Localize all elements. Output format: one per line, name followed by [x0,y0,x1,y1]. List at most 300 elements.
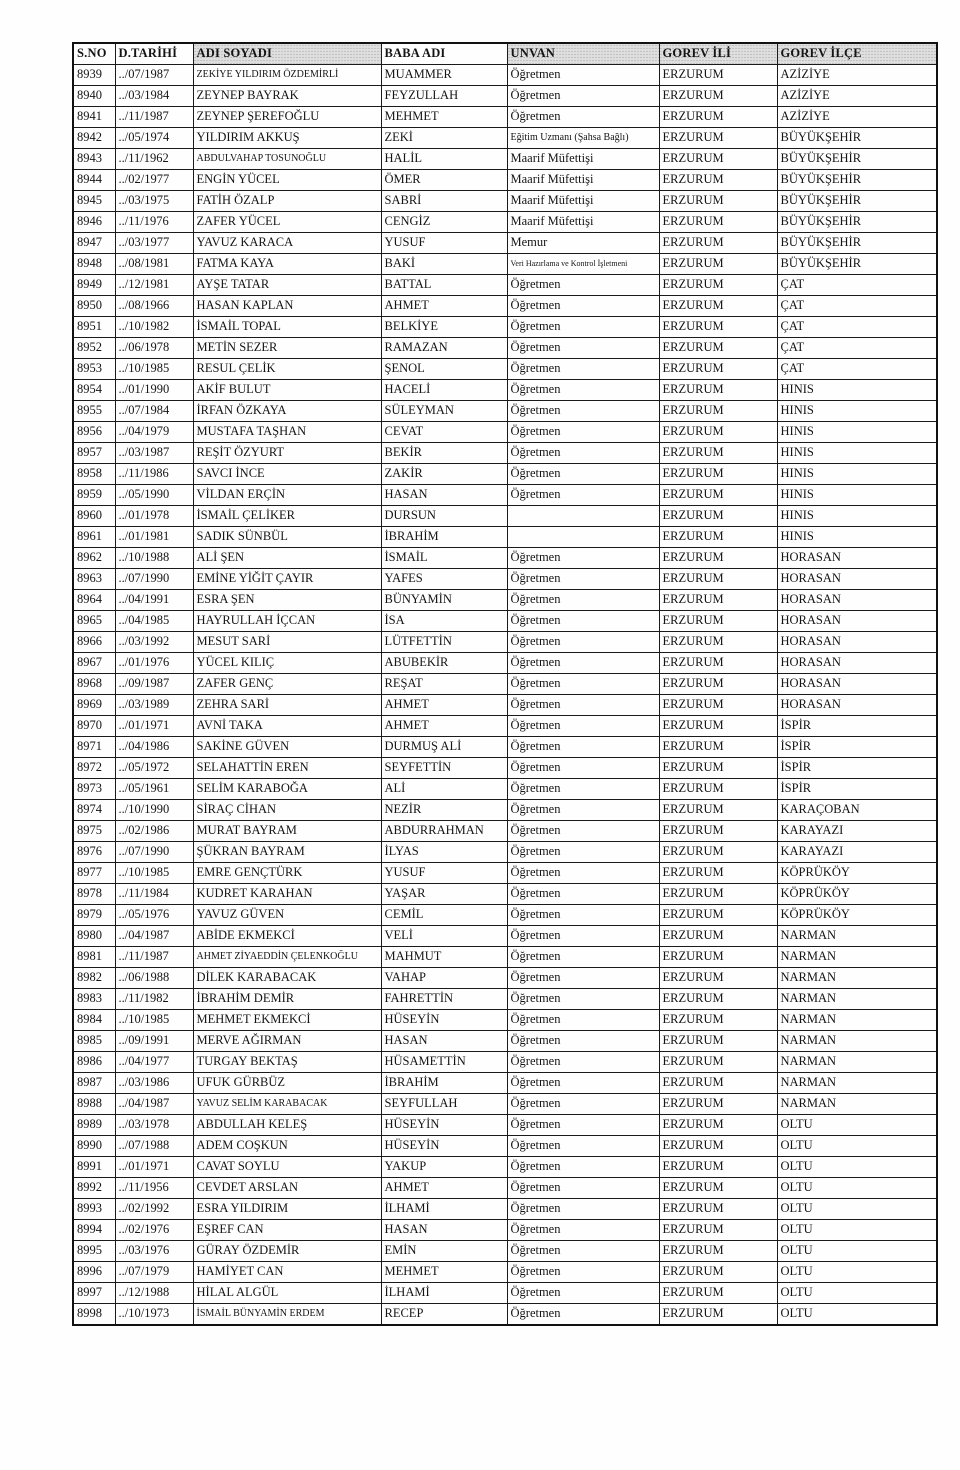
cell-baba-adi: BAKİ [381,254,507,275]
cell-sno: 8983 [73,989,115,1010]
cell-gorev-ilce: İSPİR [777,737,937,758]
cell-gorev-ili: ERZURUM [659,1220,777,1241]
cell-gorev-ilce: HORASAN [777,548,937,569]
cell-adi-soyadi: EMİNE YİĞİT ÇAYIR [193,569,381,590]
cell-dtarihi: ../01/1981 [115,527,193,548]
cell-adi-soyadi: YAVUZ SELİM KARABACAK [193,1094,381,1115]
cell-sno: 8988 [73,1094,115,1115]
cell-gorev-ili: ERZURUM [659,779,777,800]
cell-adi-soyadi: ABDULLAH KELEŞ [193,1115,381,1136]
cell-adi-soyadi: İRFAN ÖZKAYA [193,401,381,422]
cell-dtarihi: ../08/1966 [115,296,193,317]
table-row [73,485,937,506]
cell-gorev-ili: ERZURUM [659,170,777,191]
table-row [73,1094,937,1115]
cell-adi-soyadi: TURGAY BEKTAŞ [193,1052,381,1073]
cell-baba-adi: AHMET [381,716,507,737]
cell-dtarihi: ../10/1985 [115,359,193,380]
cell-baba-adi: İBRAHİM [381,1073,507,1094]
cell-adi-soyadi: MEHMET EKMEKCİ [193,1010,381,1031]
table-row [73,968,937,989]
table-row [73,443,937,464]
cell-sno: 8986 [73,1052,115,1073]
cell-gorev-ilce: HINIS [777,380,937,401]
cell-adi-soyadi: ZAFER GENÇ [193,674,381,695]
cell-adi-soyadi: ZEKİYE YILDIRIM ÖZDEMİRLİ [193,65,381,86]
cell-sno: 8940 [73,86,115,107]
cell-adi-soyadi: SELİM KARABOĞA [193,779,381,800]
cell-sno: 8959 [73,485,115,506]
cell-adi-soyadi: EMRE GENÇTÜRK [193,863,381,884]
cell-dtarihi: ../02/1976 [115,1220,193,1241]
cell-gorev-ili: ERZURUM [659,296,777,317]
cell-unvan: Öğretmen [507,1220,659,1241]
cell-dtarihi: ../07/1984 [115,401,193,422]
cell-baba-adi: DURMUŞ ALİ [381,737,507,758]
table-row [73,359,937,380]
cell-unvan: Öğretmen [507,1304,659,1326]
cell-gorev-ilce: NARMAN [777,989,937,1010]
cell-sno: 8990 [73,1136,115,1157]
table-row [73,905,937,926]
cell-gorev-ili: ERZURUM [659,653,777,674]
cell-dtarihi: ../01/1971 [115,716,193,737]
table-row [73,149,937,170]
table-row [73,296,937,317]
cell-baba-adi: ŞENOL [381,359,507,380]
cell-baba-adi: İSMAİL [381,548,507,569]
cell-gorev-ili: ERZURUM [659,611,777,632]
table-row [73,1115,937,1136]
cell-sno: 8953 [73,359,115,380]
cell-adi-soyadi: ABDULVAHAP TOSUNOĞLU [193,149,381,170]
cell-baba-adi: SABRİ [381,191,507,212]
cell-gorev-ili: ERZURUM [659,548,777,569]
cell-baba-adi: REŞAT [381,674,507,695]
cell-unvan: Öğretmen [507,1136,659,1157]
cell-baba-adi: SEYFULLAH [381,1094,507,1115]
cell-adi-soyadi: RESUL ÇELİK [193,359,381,380]
personnel-table [72,42,938,1326]
cell-gorev-ili: ERZURUM [659,380,777,401]
cell-sno: 8969 [73,695,115,716]
cell-dtarihi: ../10/1973 [115,1304,193,1326]
cell-baba-adi: CENGİZ [381,212,507,233]
cell-unvan: Maarif Müfettişi [507,170,659,191]
cell-sno: 8956 [73,422,115,443]
cell-dtarihi: ../03/1984 [115,86,193,107]
cell-gorev-ili: ERZURUM [659,695,777,716]
cell-sno: 8985 [73,1031,115,1052]
cell-baba-adi: BELKİYE [381,317,507,338]
cell-adi-soyadi: İSMAİL ÇELİKER [193,506,381,527]
cell-adi-soyadi: ENGİN YÜCEL [193,170,381,191]
cell-sno: 8973 [73,779,115,800]
cell-sno: 8939 [73,65,115,86]
cell-unvan: Öğretmen [507,884,659,905]
cell-gorev-ili: ERZURUM [659,926,777,947]
cell-sno: 8947 [73,233,115,254]
cell-baba-adi: FAHRETTİN [381,989,507,1010]
cell-baba-adi: MEHMET [381,1262,507,1283]
cell-dtarihi: ../01/1990 [115,380,193,401]
table-row [73,1157,937,1178]
cell-gorev-ilce: HINIS [777,527,937,548]
cell-dtarihi: ../08/1981 [115,254,193,275]
cell-adi-soyadi: VİLDAN ERÇİN [193,485,381,506]
table-row [73,1178,937,1199]
table-row [73,1241,937,1262]
cell-gorev-ili: ERZURUM [659,527,777,548]
cell-baba-adi: AHMET [381,695,507,716]
cell-sno: 8949 [73,275,115,296]
cell-sno: 8950 [73,296,115,317]
cell-gorev-ilce: KÖPRÜKÖY [777,884,937,905]
cell-adi-soyadi: İBRAHİM DEMİR [193,989,381,1010]
cell-baba-adi: HACELİ [381,380,507,401]
cell-sno: 8960 [73,506,115,527]
cell-gorev-ilce: OLTU [777,1304,937,1326]
cell-adi-soyadi: ZEHRA SARİ [193,695,381,716]
cell-baba-adi: SÜLEYMAN [381,401,507,422]
cell-adi-soyadi: DİLEK KARABACAK [193,968,381,989]
cell-gorev-ilce: BÜYÜKŞEHİR [777,149,937,170]
table-row [73,821,937,842]
cell-gorev-ili: ERZURUM [659,1199,777,1220]
cell-gorev-ili: ERZURUM [659,86,777,107]
cell-dtarihi: ../11/1986 [115,464,193,485]
cell-baba-adi: AHMET [381,1178,507,1199]
cell-gorev-ilce: OLTU [777,1262,937,1283]
cell-gorev-ilce: AZİZİYE [777,65,937,86]
cell-gorev-ili: ERZURUM [659,65,777,86]
cell-gorev-ili: ERZURUM [659,212,777,233]
cell-gorev-ilce: HORASAN [777,632,937,653]
cell-adi-soyadi: SİRAÇ CİHAN [193,800,381,821]
cell-gorev-ili: ERZURUM [659,128,777,149]
table-row [73,338,937,359]
cell-baba-adi: HASAN [381,485,507,506]
cell-baba-adi: AHMET [381,296,507,317]
cell-gorev-ili: ERZURUM [659,674,777,695]
cell-gorev-ilce: KARAÇOBAN [777,800,937,821]
cell-gorev-ilce: OLTU [777,1283,937,1304]
cell-unvan: Öğretmen [507,1199,659,1220]
cell-baba-adi: SEYFETTİN [381,758,507,779]
cell-unvan: Öğretmen [507,632,659,653]
cell-unvan: Öğretmen [507,317,659,338]
cell-baba-adi: FEYZULLAH [381,86,507,107]
cell-unvan: Öğretmen [507,86,659,107]
table-row [73,1262,937,1283]
table-row [73,569,937,590]
cell-gorev-ilce: NARMAN [777,1031,937,1052]
table-row [73,590,937,611]
cell-gorev-ili: ERZURUM [659,1304,777,1326]
cell-adi-soyadi: İSMAİL TOPAL [193,317,381,338]
cell-unvan: Öğretmen [507,1241,659,1262]
cell-unvan: Öğretmen [507,863,659,884]
cell-unvan: Öğretmen [507,485,659,506]
cell-gorev-ilce: NARMAN [777,1073,937,1094]
column-header-dtarihi: D.TARİHİ [115,43,193,65]
table-row [73,632,937,653]
cell-gorev-ili: ERZURUM [659,1262,777,1283]
cell-sno: 8984 [73,1010,115,1031]
cell-gorev-ilce: HINIS [777,443,937,464]
cell-unvan: Öğretmen [507,1178,659,1199]
cell-gorev-ilce: BÜYÜKŞEHİR [777,212,937,233]
cell-sno: 8996 [73,1262,115,1283]
cell-unvan: Öğretmen [507,275,659,296]
cell-gorev-ili: ERZURUM [659,989,777,1010]
cell-adi-soyadi: SELAHATTİN EREN [193,758,381,779]
cell-dtarihi: ../05/1976 [115,905,193,926]
cell-dtarihi: ../09/1991 [115,1031,193,1052]
cell-dtarihi: ../06/1988 [115,968,193,989]
cell-gorev-ilce: OLTU [777,1220,937,1241]
cell-dtarihi: ../04/1979 [115,422,193,443]
cell-adi-soyadi: İSMAİL BÜNYAMİN ERDEM [193,1304,381,1326]
cell-baba-adi: BATTAL [381,275,507,296]
cell-gorev-ili: ERZURUM [659,1010,777,1031]
cell-gorev-ili: ERZURUM [659,1115,777,1136]
cell-sno: 8948 [73,254,115,275]
cell-adi-soyadi: ZEYNEP BAYRAK [193,86,381,107]
cell-gorev-ili: ERZURUM [659,1157,777,1178]
cell-gorev-ili: ERZURUM [659,149,777,170]
cell-sno: 8976 [73,842,115,863]
cell-adi-soyadi: ABİDE EKMEKCİ [193,926,381,947]
cell-baba-adi: ZEKİ [381,128,507,149]
cell-sno: 8967 [73,653,115,674]
cell-dtarihi: ../04/1987 [115,926,193,947]
cell-baba-adi: MUAMMER [381,65,507,86]
cell-adi-soyadi: MURAT BAYRAM [193,821,381,842]
cell-sno: 8978 [73,884,115,905]
cell-adi-soyadi: ŞÜKRAN BAYRAM [193,842,381,863]
cell-gorev-ilce: HINIS [777,506,937,527]
cell-adi-soyadi: YÜCEL KILIÇ [193,653,381,674]
cell-baba-adi: HÜSAMETTİN [381,1052,507,1073]
cell-sno: 8979 [73,905,115,926]
cell-baba-adi: ABDURRAHMAN [381,821,507,842]
cell-unvan: Öğretmen [507,842,659,863]
cell-gorev-ili: ERZURUM [659,317,777,338]
cell-gorev-ilce: BÜYÜKŞEHİR [777,254,937,275]
cell-adi-soyadi: SAKİNE GÜVEN [193,737,381,758]
cell-sno: 8946 [73,212,115,233]
column-header-baba-adi: BABA ADI [381,43,507,65]
cell-dtarihi: ../11/1956 [115,1178,193,1199]
cell-adi-soyadi: SADIK SÜNBÜL [193,527,381,548]
cell-gorev-ili: ERZURUM [659,191,777,212]
cell-adi-soyadi: AKİF BULUT [193,380,381,401]
cell-dtarihi: ../11/1984 [115,884,193,905]
cell-dtarihi: ../07/1990 [115,569,193,590]
cell-adi-soyadi: ZEYNEP ŞEREFOĞLU [193,107,381,128]
cell-sno: 8974 [73,800,115,821]
cell-sno: 8995 [73,1241,115,1262]
cell-baba-adi: VELİ [381,926,507,947]
table-row [73,1010,937,1031]
cell-unvan: Öğretmen [507,1010,659,1031]
cell-dtarihi: ../04/1987 [115,1094,193,1115]
cell-dtarihi: ../05/1990 [115,485,193,506]
cell-dtarihi: ../05/1972 [115,758,193,779]
table-row [73,1220,937,1241]
cell-adi-soyadi: MESUT SARİ [193,632,381,653]
cell-dtarihi: ../03/1978 [115,1115,193,1136]
table-row [73,1304,937,1326]
table-row [73,401,937,422]
cell-gorev-ilce: NARMAN [777,1010,937,1031]
cell-sno: 8968 [73,674,115,695]
cell-baba-adi: LÜTFETTİN [381,632,507,653]
cell-sno: 8955 [73,401,115,422]
table-row [73,233,937,254]
cell-adi-soyadi: YAVUZ GÜVEN [193,905,381,926]
cell-dtarihi: ../11/1976 [115,212,193,233]
cell-unvan: Öğretmen [507,1262,659,1283]
cell-gorev-ilce: OLTU [777,1178,937,1199]
table-row [73,275,937,296]
cell-sno: 8981 [73,947,115,968]
cell-dtarihi: ../03/1992 [115,632,193,653]
table-row [73,800,937,821]
cell-gorev-ili: ERZURUM [659,905,777,926]
table-row [73,1052,937,1073]
cell-dtarihi: ../11/1987 [115,107,193,128]
table-row [73,947,937,968]
cell-sno: 8957 [73,443,115,464]
cell-adi-soyadi: AYŞE TATAR [193,275,381,296]
cell-unvan: Öğretmen [507,779,659,800]
table-row [73,170,937,191]
cell-dtarihi: ../01/1971 [115,1157,193,1178]
cell-adi-soyadi: REŞİT ÖZYURT [193,443,381,464]
cell-adi-soyadi: GÜRAY ÖZDEMİR [193,1241,381,1262]
cell-gorev-ili: ERZURUM [659,506,777,527]
cell-sno: 8975 [73,821,115,842]
table-row [73,989,937,1010]
cell-unvan: Öğretmen [507,296,659,317]
cell-gorev-ili: ERZURUM [659,1073,777,1094]
cell-unvan: Öğretmen [507,65,659,86]
table-row [73,548,937,569]
cell-unvan: Öğretmen [507,926,659,947]
cell-gorev-ili: ERZURUM [659,338,777,359]
cell-unvan: Öğretmen [507,107,659,128]
cell-sno: 8966 [73,632,115,653]
cell-baba-adi: HASAN [381,1031,507,1052]
cell-dtarihi: ../04/1991 [115,590,193,611]
table-row [73,86,937,107]
cell-baba-adi: BEKİR [381,443,507,464]
cell-unvan: Öğretmen [507,737,659,758]
table-row [73,527,937,548]
cell-baba-adi: NEZİR [381,800,507,821]
cell-unvan: Eğitim Uzmanı (Şahsa Bağlı) [507,128,659,149]
cell-sno: 8991 [73,1157,115,1178]
cell-unvan: Öğretmen [507,464,659,485]
cell-gorev-ilce: HINIS [777,401,937,422]
cell-adi-soyadi: UFUK GÜRBÜZ [193,1073,381,1094]
cell-dtarihi: ../10/1982 [115,317,193,338]
cell-dtarihi: ../01/1978 [115,506,193,527]
cell-dtarihi: ../10/1988 [115,548,193,569]
cell-sno: 8962 [73,548,115,569]
cell-baba-adi: CEVAT [381,422,507,443]
cell-adi-soyadi: CAVAT SOYLU [193,1157,381,1178]
cell-adi-soyadi: ALİ ŞEN [193,548,381,569]
cell-unvan [507,527,659,548]
cell-gorev-ilce: BÜYÜKŞEHİR [777,170,937,191]
cell-gorev-ili: ERZURUM [659,947,777,968]
cell-gorev-ilce: KÖPRÜKÖY [777,863,937,884]
cell-unvan: Öğretmen [507,905,659,926]
cell-baba-adi: DURSUN [381,506,507,527]
cell-gorev-ili: ERZURUM [659,737,777,758]
cell-sno: 8989 [73,1115,115,1136]
cell-baba-adi: ABUBEKİR [381,653,507,674]
cell-sno: 8941 [73,107,115,128]
cell-gorev-ilce: NARMAN [777,947,937,968]
cell-adi-soyadi: MERVE AĞIRMAN [193,1031,381,1052]
table-row [73,1199,937,1220]
cell-adi-soyadi: FATMA KAYA [193,254,381,275]
cell-gorev-ilce: ÇAT [777,296,937,317]
cell-gorev-ili: ERZURUM [659,1094,777,1115]
table-row [73,212,937,233]
cell-unvan: Öğretmen [507,401,659,422]
cell-gorev-ilce: OLTU [777,1136,937,1157]
cell-dtarihi: ../01/1976 [115,653,193,674]
cell-unvan: Öğretmen [507,1157,659,1178]
cell-gorev-ili: ERZURUM [659,254,777,275]
cell-baba-adi: İLHAMİ [381,1283,507,1304]
cell-sno: 8994 [73,1220,115,1241]
cell-dtarihi: ../11/1982 [115,989,193,1010]
cell-gorev-ilce: HORASAN [777,590,937,611]
cell-adi-soyadi: HİLAL ALGÜL [193,1283,381,1304]
table-row [73,464,937,485]
table-row [73,128,937,149]
cell-gorev-ili: ERZURUM [659,569,777,590]
table-row [73,716,937,737]
cell-sno: 8971 [73,737,115,758]
cell-unvan: Öğretmen [507,548,659,569]
cell-sno: 8997 [73,1283,115,1304]
cell-gorev-ilce: AZİZİYE [777,107,937,128]
cell-sno: 8964 [73,590,115,611]
cell-unvan: Öğretmen [507,758,659,779]
cell-adi-soyadi: HAMİYET CAN [193,1262,381,1283]
cell-adi-soyadi: HAYRULLAH İÇCAN [193,611,381,632]
cell-baba-adi: ZAKİR [381,464,507,485]
cell-sno: 8952 [73,338,115,359]
table-row [73,506,937,527]
cell-gorev-ilce: BÜYÜKŞEHİR [777,128,937,149]
cell-baba-adi: ALİ [381,779,507,800]
table-row [73,737,937,758]
cell-gorev-ilce: OLTU [777,1241,937,1262]
cell-baba-adi: BÜNYAMİN [381,590,507,611]
cell-gorev-ilce: KARAYAZI [777,842,937,863]
cell-unvan: Öğretmen [507,380,659,401]
cell-gorev-ili: ERZURUM [659,464,777,485]
cell-gorev-ilce: KARAYAZI [777,821,937,842]
